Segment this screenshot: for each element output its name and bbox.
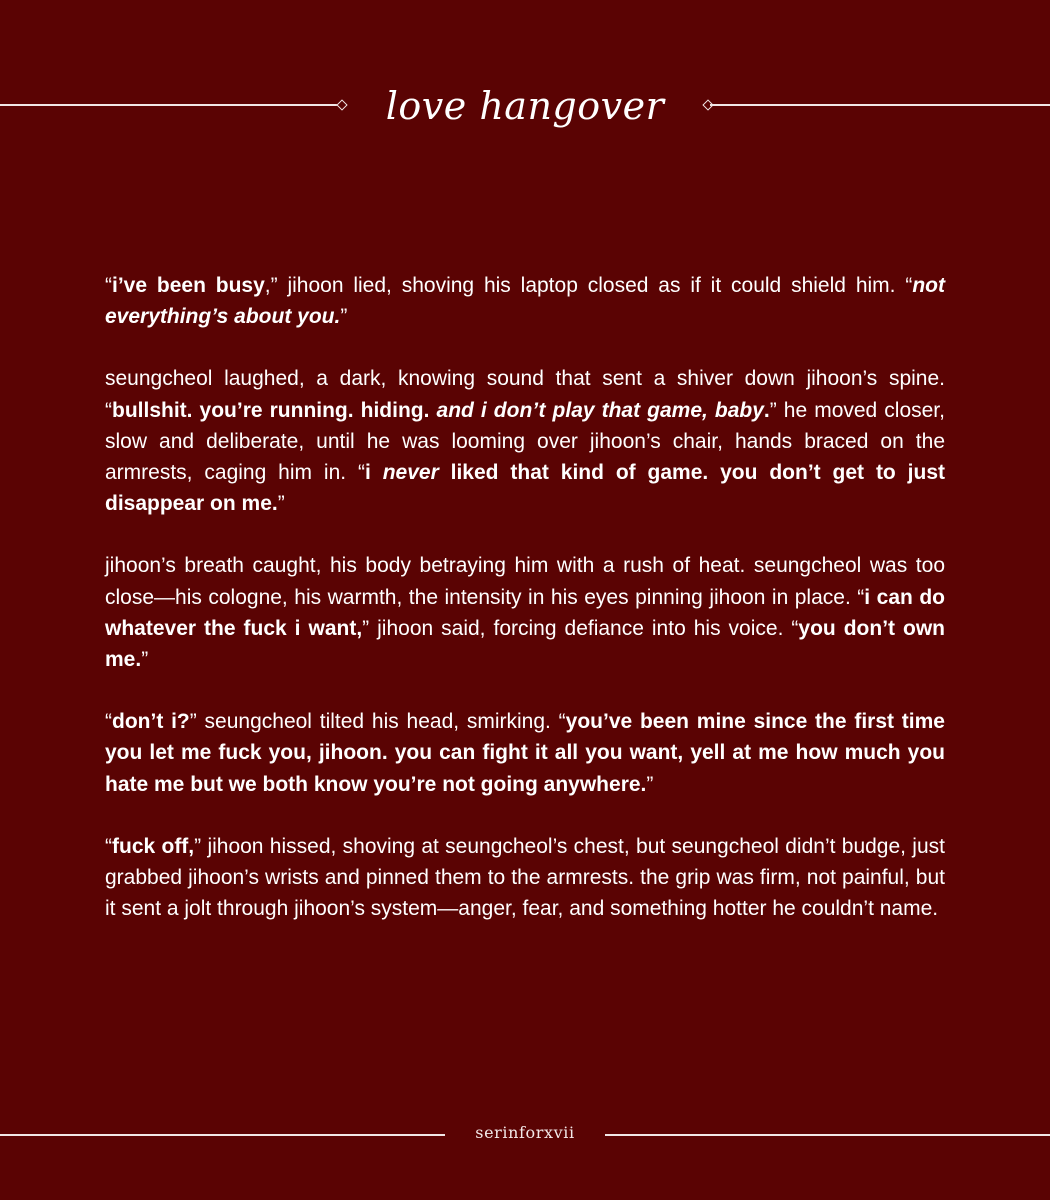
text-run: “ [105, 710, 112, 734]
header-divider-left [0, 104, 340, 106]
text-run: ” jihoon hissed, shoving at seungcheol’s chest, but seungcheol didn’t budge, just grabbed jihoon’s wrists and pinned them to the armrests. the grip was firm, not painful, but it sent a jolt through jihoon’s system—anger, fear, and something hotter he couldn’t name. [105, 834, 945, 921]
text-run: and i don’t play that game, baby [436, 398, 764, 422]
text-run: never [382, 461, 439, 485]
text-run: jihoon’s breath caught, his body betraying him with a rush of heat. seungcheol was too close—his cologne, his warmth, the intensity in his eyes pinning jihoon in place. “ [105, 554, 945, 609]
page-title: love hangover [385, 84, 665, 128]
text-run: i [364, 461, 383, 485]
text-run: don’t i? [112, 710, 190, 734]
text-run: “ [105, 274, 112, 297]
text-run: “ [105, 834, 112, 858]
paragraph-1 [105, 270, 945, 332]
paragraph-5 [105, 831, 945, 925]
header-divider-right [710, 104, 1050, 106]
text-run: seungcheol laughed, a dark, knowing sound that sent a shiver down jihoon’s spine. “ [105, 367, 945, 422]
footer [0, 1120, 1050, 1150]
story-body [105, 270, 945, 955]
text-run: ” jihoon said, forcing defiance into his voice. “ [362, 616, 799, 640]
text-run: liked that kind of game. you don’t get to just disappear on me. [105, 461, 945, 516]
author-credit: serinforxvii [475, 1123, 575, 1142]
text-run: not everything’s about you. [105, 274, 945, 329]
footer-divider-right [605, 1134, 1050, 1136]
paragraph-2 [105, 363, 945, 519]
text-run: . [763, 398, 770, 422]
header [0, 70, 1050, 140]
text-run: ” [141, 648, 149, 672]
text-run: you’ve been mine since the first time you let me fuck you, jihoon. you can fight it all you want, yell at me how much you hate me but we both know you’re not going anywhere. [105, 710, 945, 796]
text-run: ” seungcheol tilted his head, smirking. “ [189, 710, 566, 734]
paragraph-4 [105, 706, 945, 800]
diamond-ornament-left-icon [336, 99, 347, 110]
text-run: bullshit. you’re running. hiding. [112, 398, 437, 422]
text-run: you don’t own me. [105, 616, 945, 672]
text-run: ” he moved closer, slow and deliberate, until he was looming over jihoon’s chair, hands braced on the armrests, caging him in. “ [105, 398, 945, 485]
footer-divider-left [0, 1134, 445, 1136]
text-run: i can do whatever the fuck i want, [105, 585, 945, 640]
text-run: i’ve been busy [112, 274, 265, 297]
text-run: ” [277, 492, 285, 516]
text-run: ” [340, 305, 348, 329]
text-run: fuck off, [112, 834, 195, 858]
paragraph-3 [105, 550, 945, 675]
text-run: ,” jihoon lied, shoving his laptop closed as if it could shield him. “ [264, 274, 913, 297]
text-run: ” [646, 772, 654, 796]
